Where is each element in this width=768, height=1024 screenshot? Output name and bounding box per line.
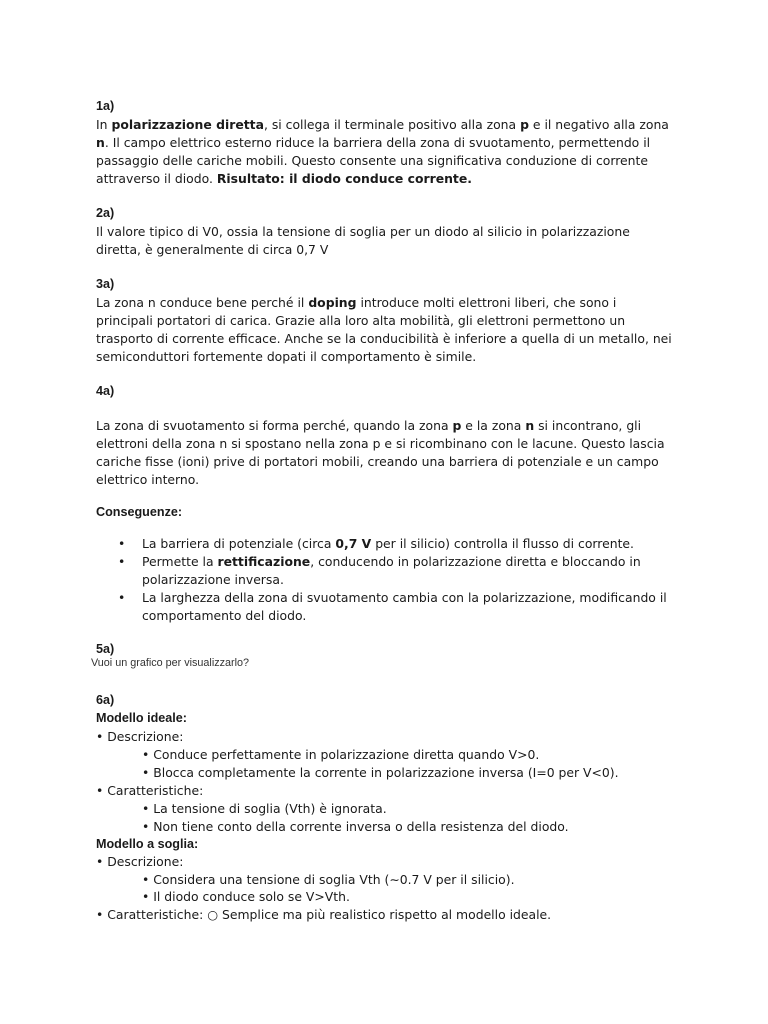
list-item: • La larghezza della zona di svuotamento cambia con la polarizzazione, modificando il comportamento del diodo. — [118, 590, 667, 623]
threshold-description-label: • Descrizione: — [96, 854, 184, 869]
list-item: • La barriera di potenziale (circa 0,7 V per il silicio) controlla il flusso di corrente. — [118, 536, 634, 551]
threshold-description-item: • Considera una tensione di soglia Vth (∼0.7 V per il silicio). — [142, 872, 515, 887]
chart-offer-note: Vuoi un grafico per visualizzarlo? — [91, 657, 250, 669]
section-1a-text: In polarizzazione diretta, si collega il terminale positivo alla zona p e il negativo alla zona n. Il campo elettrico esterno riduce la barriera della zona di svuotamento, permettendo il passaggio delle cariche mobili. Questo consente una significativa conduzione di corrente attraverso il diodo. Risultato: il diodo conduce corrente. — [96, 117, 669, 186]
section-4a-heading: 4a) — [96, 384, 115, 398]
ideal-description-label: • Descrizione: — [96, 729, 184, 744]
section-1a-heading: 1a) — [96, 99, 115, 113]
section-2a-text: Il valore tipico di V0, ossia la tensione di soglia per un diodo al silicio in polarizzazione diretta, è generalmente di circa 0,7 V — [96, 224, 630, 257]
section-4a-text: La zona di svuotamento si forma perché, quando la zona p e la zona n si incontrano, gli elettroni della zona n si spostano nella zona p e si ricombinano con le lacune. Questo lascia cariche fisse (ioni) prive di portatori mobili, creando una barriera di potenziale e un campo elettrico interno. — [96, 418, 665, 487]
bullet: • — [118, 554, 126, 569]
bullet: • — [118, 536, 126, 551]
section-6a-heading: 6a) — [96, 693, 115, 707]
threshold-model-heading: Modello a soglia: — [96, 837, 199, 851]
threshold-characteristics-line: • Caratteristiche: ○ Semplice ma più realistico rispetto al modello ideale. — [96, 907, 552, 922]
threshold-description-item: • Il diodo conduce solo se V>Vth. — [142, 889, 350, 904]
ideal-description-item: • Blocca completamente la corrente in polarizzazione inversa (I=0 per V<0). — [142, 765, 619, 780]
ideal-description-item: • Conduce perfettamente in polarizzazione diretta quando V>0. — [142, 747, 540, 762]
consequences-heading: Conseguenze: — [96, 505, 183, 519]
section-2a-heading: 2a) — [96, 206, 115, 220]
section-5a-heading: 5a) — [96, 642, 115, 656]
ideal-characteristics-item: • La tensione di soglia (Vth) è ignorata. — [142, 801, 387, 816]
ideal-model-heading: Modello ideale: — [96, 711, 187, 725]
section-3a-heading: 3a) — [96, 277, 115, 291]
consequences-list — [118, 535, 674, 625]
list-item: • Permette la rettificazione, conducendo in polarizzazione diretta e bloccando in polarizzazione inversa. — [118, 554, 641, 587]
ideal-characteristics-label: • Caratteristiche: — [96, 783, 204, 798]
section-3a-text: La zona n conduce bene perché il doping introduce molti elettroni liberi, che sono i principali portatori di carica. Grazie alla loro alta mobilità, gli elettroni permettono un trasporto di corrente efficace. Anche se la conducibilità è inferiore a quella di un metallo, nei semiconduttori fortemente dopati il comportamento è simile. — [96, 295, 672, 364]
ideal-characteristics-item: • Non tiene conto della corrente inversa o della resistenza del diodo. — [142, 819, 569, 834]
bullet: • — [118, 590, 126, 605]
